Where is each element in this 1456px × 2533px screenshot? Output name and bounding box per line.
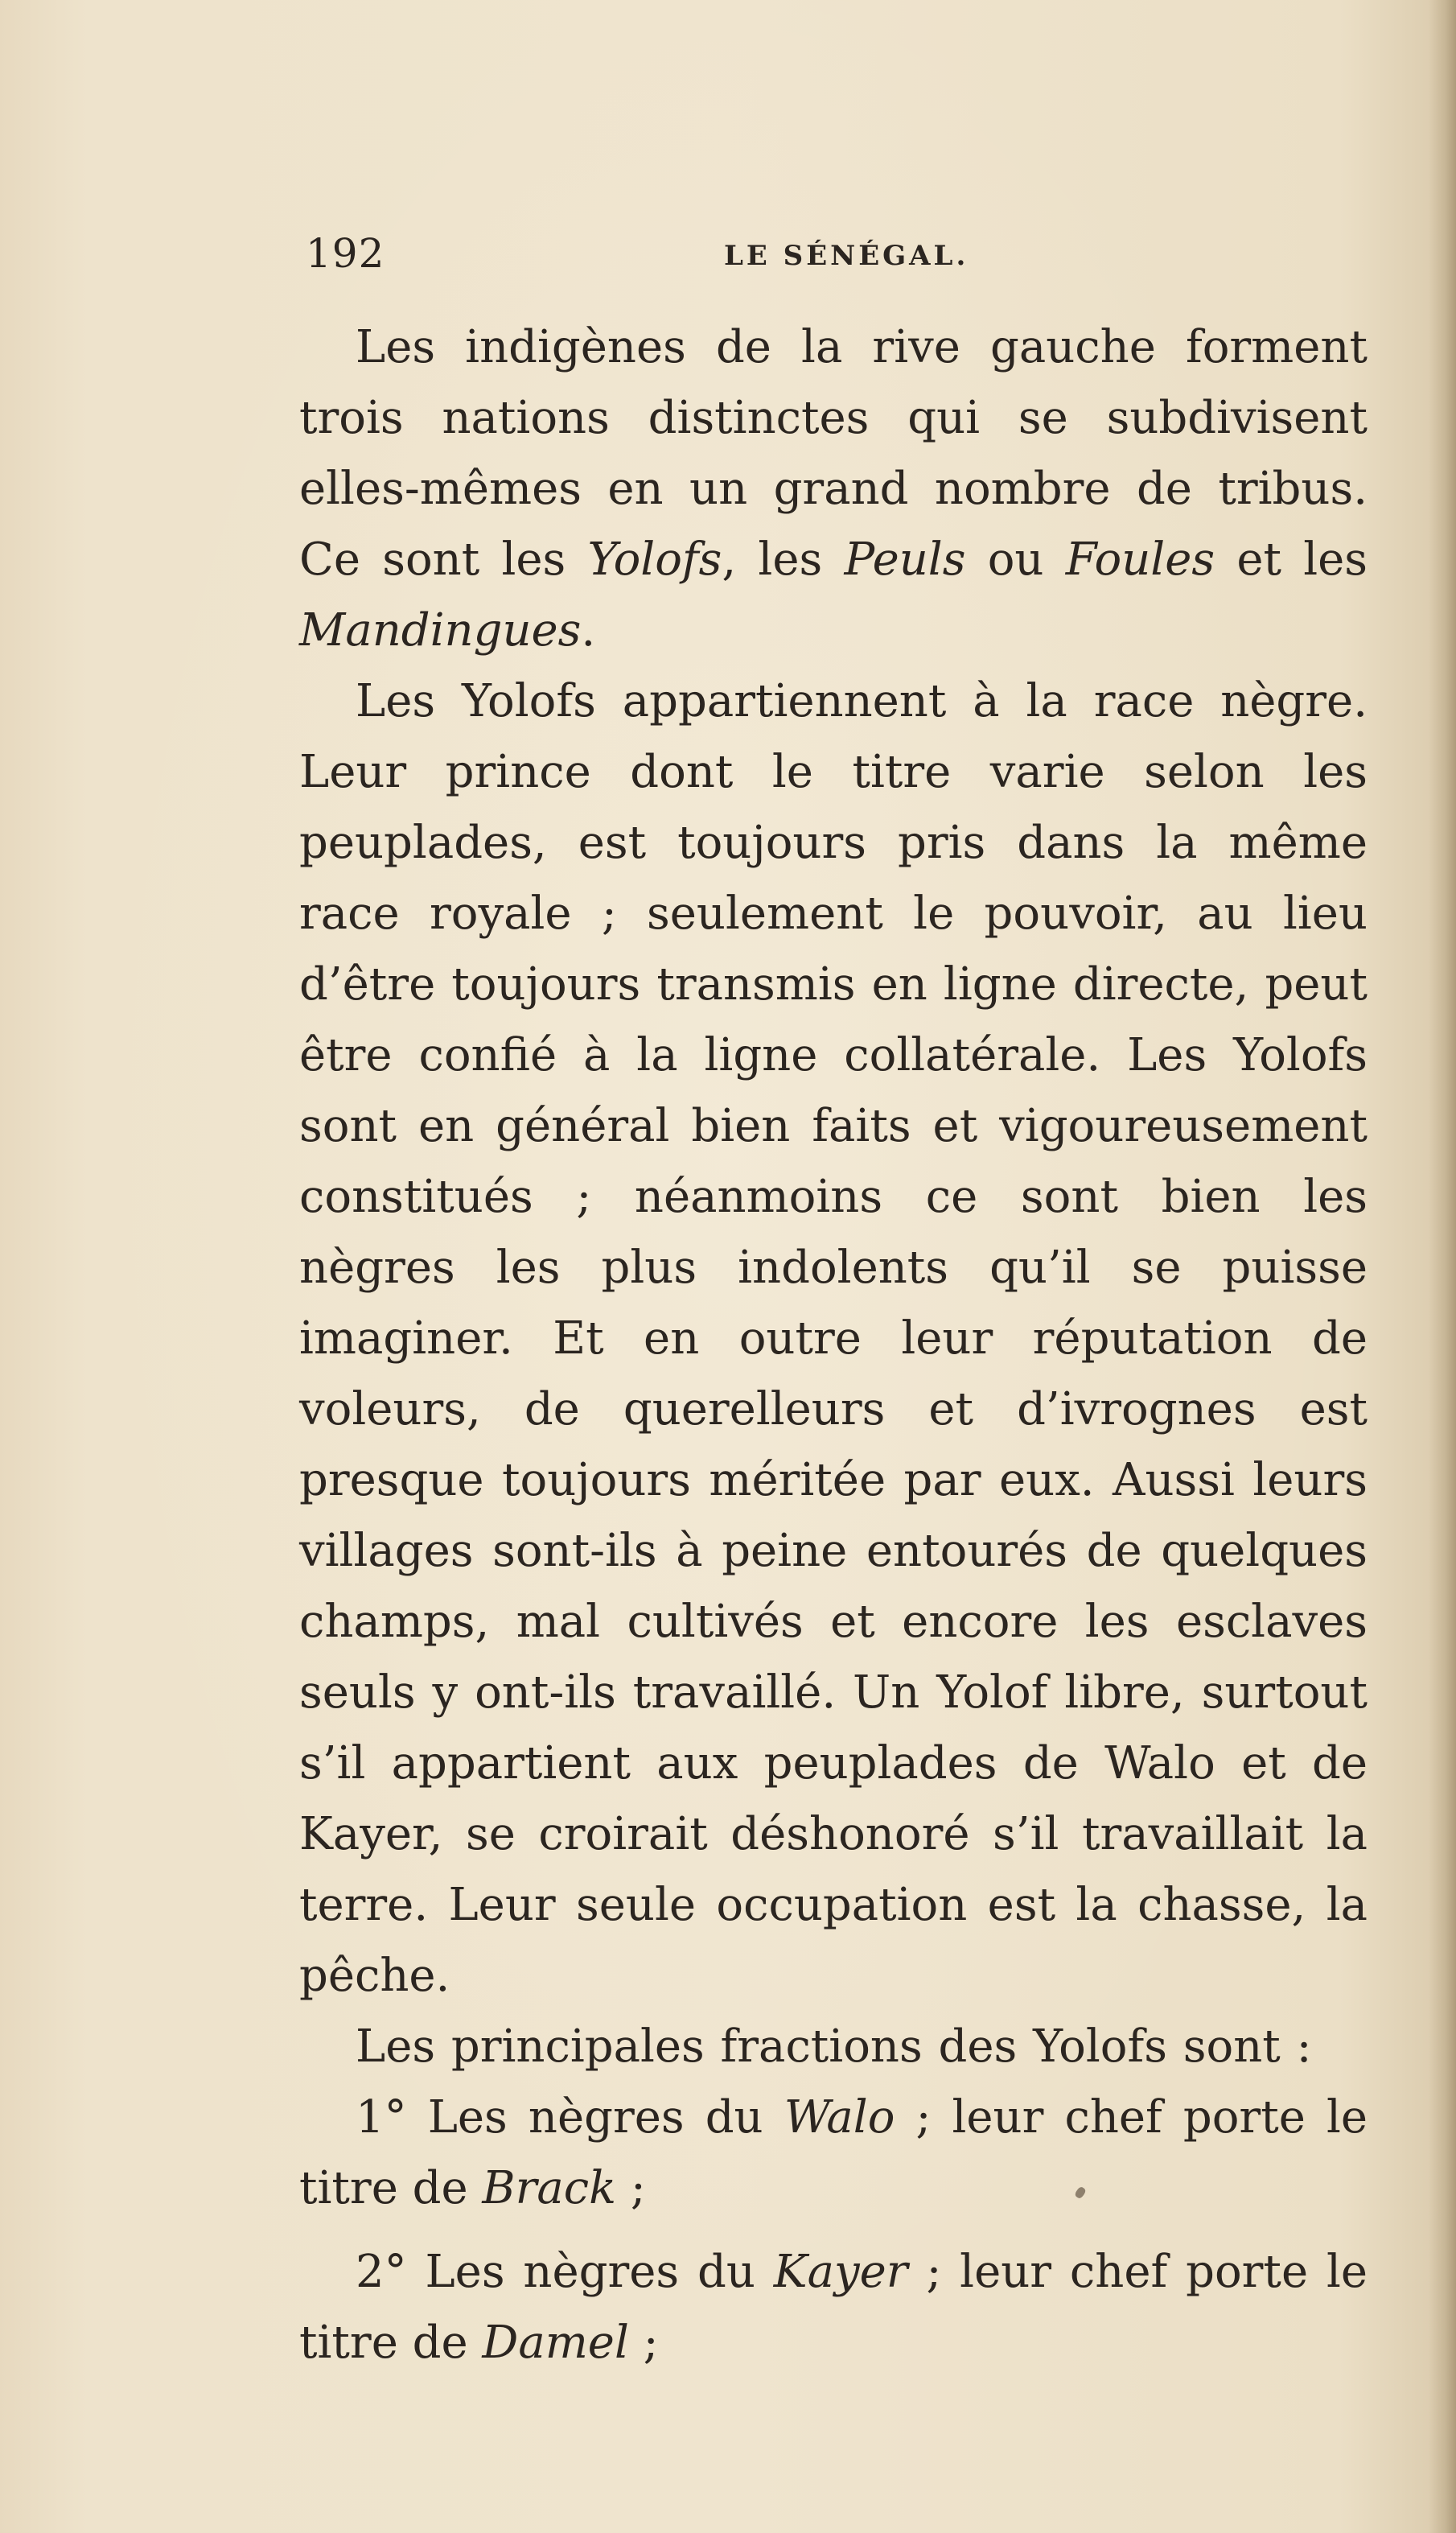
text-span: ou bbox=[965, 533, 1066, 586]
italic-term: Kayer bbox=[773, 2246, 908, 2298]
text-span: ; leur chef porte le titre de bbox=[299, 2091, 1368, 2214]
italic-term: Foules bbox=[1065, 533, 1215, 586]
running-head bbox=[306, 225, 1368, 282]
list-item-walo bbox=[299, 2082, 1368, 2224]
text-span: ; bbox=[628, 2317, 659, 2369]
text-span: . bbox=[581, 604, 596, 657]
running-title: LE SÉNÉGAL. bbox=[724, 240, 969, 272]
italic-term: Damel bbox=[482, 2317, 629, 2369]
page-number: 192 bbox=[306, 230, 385, 277]
list-item-kayer bbox=[299, 2237, 1368, 2379]
paragraph-intro bbox=[299, 312, 1368, 666]
italic-term: Brack bbox=[482, 2162, 617, 2214]
italic-term: Yolofs bbox=[587, 533, 722, 586]
text-span: ; bbox=[616, 2162, 646, 2214]
text-span: , les bbox=[722, 533, 845, 586]
text-span: 2° Les nègres du bbox=[356, 2246, 774, 2298]
italic-term: Peuls bbox=[844, 533, 966, 586]
page-edge-shadow bbox=[1429, 0, 1456, 2533]
text-span: 1° Les nègres du bbox=[356, 2091, 784, 2144]
italic-term: Walo bbox=[784, 2091, 895, 2144]
italic-term: Mandingues bbox=[299, 604, 582, 657]
paragraph-yolofs: Les Yolofs appartiennent à la race nègre. Leur prince dont le titre varie selon les peuplades, est toujours pris dans la même race royale ; seulement le pouvoir, au lieu d’être toujours transmis en ligne directe, peut être confié à la ligne collatérale. Les Yolofs sont en général bien faits et vigoureusement constitués ; néanmoins ce sont bien les nègres les plus indolents qu’il se puisse imaginer. Et en outre leur réputation de voleurs, de querelleurs et d’ivrognes est presque toujours méritée par eux. Aussi leurs villages sont-ils à peine entourés de quelques champs, mal cultivés et encore les esclaves seuls y ont-ils travaillé. Un Yolof libre, surtout s’il appartient aux peuplades de Walo et de Kayer, se croirait déshonoré s’il travaillait la terre. Leur seule occupation est la chasse, la pêche. bbox=[299, 675, 1368, 2002]
text-span: et les bbox=[1215, 533, 1368, 586]
body-text bbox=[299, 312, 1368, 2379]
text-span: Les indigènes de la rive gauche forment trois nations distinctes qui se subdivisent elles-mêmes en un grand nombre de tribus. Ce sont les bbox=[299, 321, 1368, 586]
paragraph-fractions: Les principales fractions des Yolofs sont : bbox=[356, 2020, 1312, 2073]
text-span: ; leur chef porte le titre de bbox=[299, 2246, 1368, 2369]
